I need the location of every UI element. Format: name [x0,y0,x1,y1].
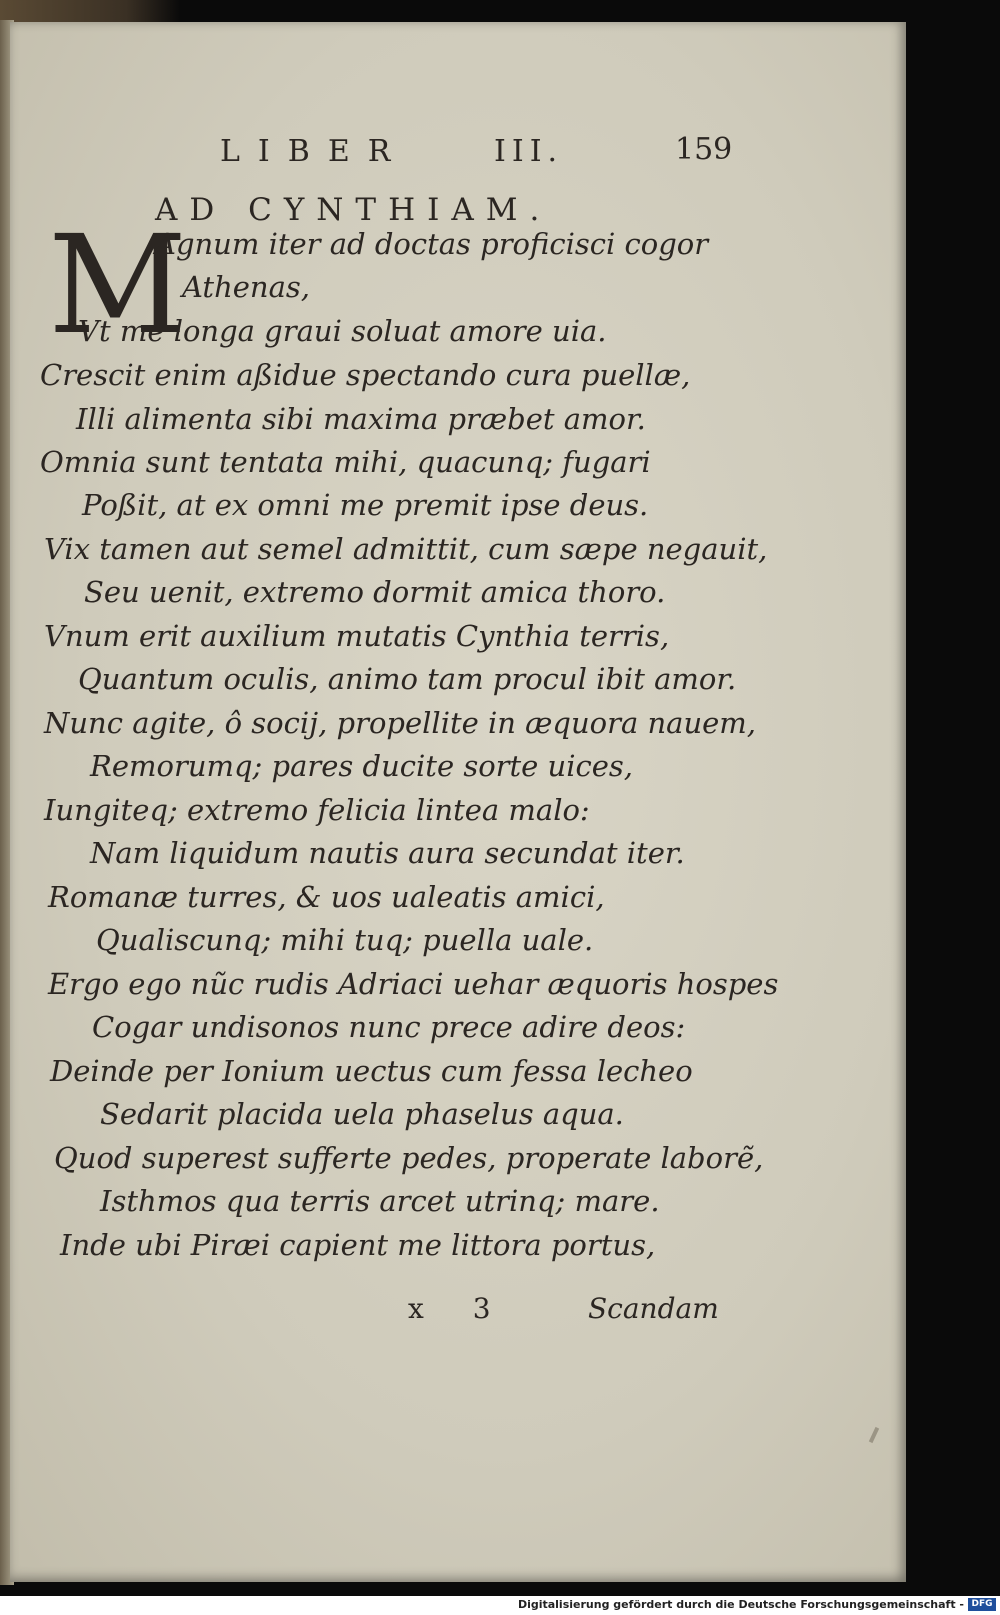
verse-line: Inde ubi Piræi capient me littora portus, [60,1228,656,1262]
verse-line: Seu uenit, extremo dormit amica thoro. [84,575,666,609]
dfg-logo-icon: DFG [968,1598,996,1611]
verse-line: Quod superest sufferte pedes, properate laborẽ, [54,1141,764,1175]
catchword: Scandam [588,1292,719,1325]
verse-line: Crescit enim aßidue spectando cura puellæ, [40,358,691,392]
verse-line: Isthmos qua terris arcet utrinq; mare. [100,1184,660,1218]
drop-cap: M [48,207,188,365]
verse-line: Poßit, at ex omni me premit ipse deus. [82,488,649,522]
verse-line: Agnum iter ad doctas proficisci cogor [155,227,709,261]
verse-line: Quantum oculis, animo tam procul ibit amor. [78,662,737,696]
verse-line: Vt me longa graui soluat amore uia. [78,314,607,348]
verse-line: Remorumq; pares ducite sorte uices, [90,749,634,783]
verse-line: Romanæ turres, & uos ualeatis amici, [48,880,605,914]
verse-line: Cogar undisonos nunc prece adire deos: [92,1010,686,1044]
catchline [10,1292,906,1332]
poem-title: AD CYNTHIAM. [155,192,552,228]
verse-line: Omnia sunt tentata mihi, quacunq; fugari [40,445,651,479]
verse-line: Athenas, [182,270,310,304]
verse-line: Iungiteq; extremo felicia lintea malo: [44,793,590,827]
verse-line: Vnum erit auxilium mutatis Cynthia terris, [44,619,670,653]
funding-credit: Digitalisierung gefördert durch die Deutsche Forschungsgemeinschaft - [517,1598,964,1611]
verse-line: Deinde per Ionium uectus cum fessa lecheo [50,1054,693,1088]
signature-mark: x 3 [408,1292,511,1325]
paper-blemish [869,1427,879,1443]
page-number: 159 [675,132,733,167]
verse-line: Qualiscunq; mihi tuq; puella uale. [96,923,594,957]
verse-line: Vix tamen aut semel admittit, cum sæpe negauit, [44,532,768,566]
adjacent-page-edge [0,0,180,24]
book-page [10,22,906,1582]
book-number: III. [494,134,564,169]
verse-line: Nam liquidum nautis aura secundat iter. [90,836,685,870]
verse-line: Ergo ego nũc rudis Adriaci uehar æquoris hospes [48,967,779,1001]
verse-line: Sedarit placida uela phaselus aqua. [100,1097,624,1131]
verse-line: Nunc agite, ô socij, propellite in æquora nauem, [44,706,757,740]
verse-line: Illi alimenta sibi maxima præbet amor. [76,402,646,436]
running-head: LIBER [220,134,409,169]
